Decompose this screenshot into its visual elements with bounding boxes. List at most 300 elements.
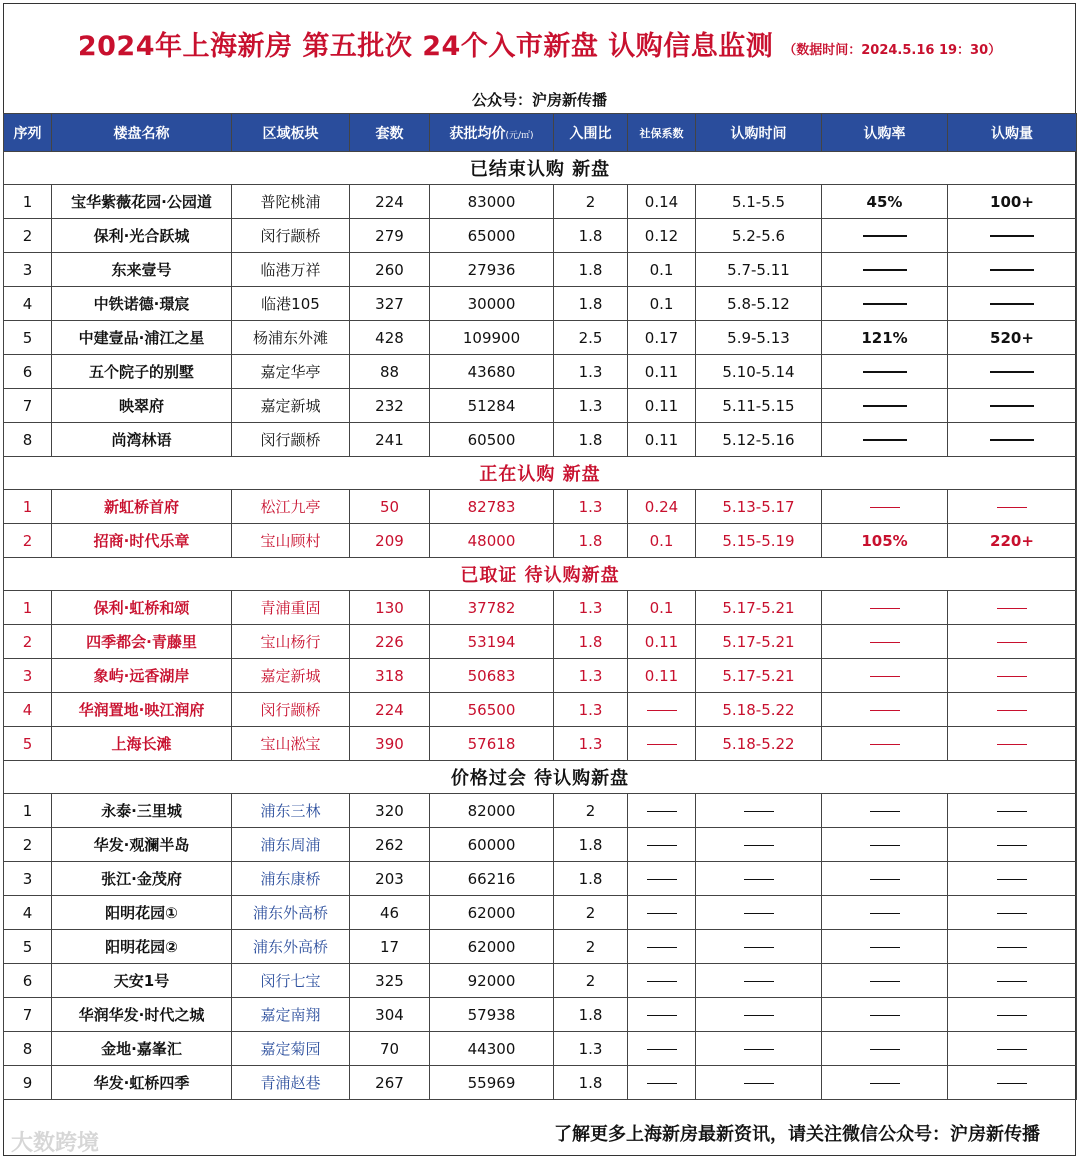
cell-no: 2 — [4, 625, 52, 659]
cell-time — [696, 930, 822, 964]
cell-qty — [948, 253, 1077, 287]
dash-mark — [997, 1015, 1027, 1016]
section-row — [4, 457, 1077, 490]
cell-coef: 0.11 — [628, 625, 696, 659]
section-title: 已结束认购 新盘 — [4, 152, 1077, 185]
cell-time — [696, 794, 822, 828]
cell-no: 5 — [4, 930, 52, 964]
cell-rate — [822, 1032, 948, 1066]
cell-time: 5.17-5.21 — [696, 591, 822, 625]
cell-area: 宝山杨行 — [232, 625, 350, 659]
cell-no: 1 — [4, 794, 52, 828]
cell-no: 3 — [4, 862, 52, 896]
table-row — [4, 219, 1077, 253]
cell-ratio: 2 — [554, 964, 628, 998]
table-row — [4, 930, 1077, 964]
table-header-row — [4, 114, 1077, 152]
dash-mark — [997, 981, 1027, 982]
dash-mark — [997, 1049, 1027, 1050]
dash-mark — [647, 811, 677, 812]
dash-mark — [870, 608, 900, 609]
cell-price: 82000 — [430, 794, 554, 828]
cell-no: 4 — [4, 896, 52, 930]
cell-qty: 220+ — [948, 524, 1077, 558]
cell-qty — [948, 964, 1077, 998]
cell-no: 8 — [4, 1032, 52, 1066]
cell-ratio: 2.5 — [554, 321, 628, 355]
cell-coef: 0.11 — [628, 355, 696, 389]
dash-mark — [870, 981, 900, 982]
dash-mark — [863, 303, 907, 305]
cell-rate — [822, 625, 948, 659]
cell-qty — [948, 862, 1077, 896]
table-row — [4, 727, 1077, 761]
table-row — [4, 1032, 1077, 1066]
cell-coef: 0.1 — [628, 287, 696, 321]
cell-rate: 121% — [822, 321, 948, 355]
cell-rate — [822, 355, 948, 389]
cell-ratio: 1.3 — [554, 490, 628, 524]
cell-rate — [822, 896, 948, 930]
cell-price: 48000 — [430, 524, 554, 558]
cell-time: 5.1-5.5 — [696, 185, 822, 219]
cell-units: 70 — [350, 1032, 430, 1066]
dash-mark — [870, 710, 900, 711]
cell-price: 62000 — [430, 896, 554, 930]
cell-units: 279 — [350, 219, 430, 253]
dash-mark — [863, 405, 907, 407]
cell-time: 5.13-5.17 — [696, 490, 822, 524]
cell-ratio: 2 — [554, 896, 628, 930]
cell-units: 88 — [350, 355, 430, 389]
cell-time: 5.12-5.16 — [696, 423, 822, 457]
dash-mark — [997, 608, 1027, 609]
cell-name: 张江·金茂府 — [52, 862, 232, 896]
cell-coef: 0.1 — [628, 591, 696, 625]
section-row — [4, 152, 1077, 185]
cell-coef — [628, 693, 696, 727]
footer — [3, 1104, 1076, 1156]
cell-time — [696, 896, 822, 930]
table-row — [4, 896, 1077, 930]
cell-name: 天安1号 — [52, 964, 232, 998]
dash-mark — [863, 269, 907, 271]
cell-time — [696, 964, 822, 998]
cell-units: 241 — [350, 423, 430, 457]
cell-name: 尚湾林语 — [52, 423, 232, 457]
cell-rate — [822, 253, 948, 287]
cell-qty — [948, 219, 1077, 253]
cell-name: 保利·光合跃城 — [52, 219, 232, 253]
col-header-name: 楼盘名称 — [52, 114, 232, 152]
cell-qty: 520+ — [948, 321, 1077, 355]
dash-mark — [647, 947, 677, 948]
cell-ratio: 1.3 — [554, 1032, 628, 1066]
cell-coef: 0.17 — [628, 321, 696, 355]
cell-no: 7 — [4, 389, 52, 423]
cell-qty — [948, 659, 1077, 693]
cell-units: 209 — [350, 524, 430, 558]
cell-rate — [822, 591, 948, 625]
section-title: 价格过会 待认购新盘 — [4, 761, 1077, 794]
dash-mark — [997, 879, 1027, 880]
dash-mark — [870, 642, 900, 643]
cell-rate — [822, 930, 948, 964]
cell-qty — [948, 998, 1077, 1032]
col-header-qty: 认购量 — [948, 114, 1077, 152]
dash-mark — [744, 913, 774, 914]
cell-name: 五个院子的别墅 — [52, 355, 232, 389]
account-line: 公众号：沪房新传播 — [471, 90, 607, 109]
section-title: 正在认购 新盘 — [4, 457, 1077, 490]
cell-no: 2 — [4, 524, 52, 558]
cell-name: 华润置地·映江润府 — [52, 693, 232, 727]
cell-time: 5.11-5.15 — [696, 389, 822, 423]
dash-mark — [990, 235, 1034, 237]
dash-mark — [863, 439, 907, 441]
table-row — [4, 591, 1077, 625]
cell-price: 56500 — [430, 693, 554, 727]
cell-price: 51284 — [430, 389, 554, 423]
cell-rate: 105% — [822, 524, 948, 558]
listing-table — [3, 113, 1077, 1100]
table-row — [4, 423, 1077, 457]
dash-mark — [870, 1083, 900, 1084]
dash-mark — [647, 1015, 677, 1016]
dash-mark — [647, 845, 677, 846]
table-row — [4, 693, 1077, 727]
table-row — [4, 998, 1077, 1032]
table-row — [4, 253, 1077, 287]
cell-price: 65000 — [430, 219, 554, 253]
dash-mark — [744, 879, 774, 880]
cell-no: 5 — [4, 727, 52, 761]
table-row — [4, 964, 1077, 998]
dash-mark — [870, 811, 900, 812]
table-row — [4, 625, 1077, 659]
cell-coef — [628, 1066, 696, 1100]
cell-ratio: 2 — [554, 794, 628, 828]
cell-time: 5.2-5.6 — [696, 219, 822, 253]
col-header-no: 序列 — [4, 114, 52, 152]
cell-units: 232 — [350, 389, 430, 423]
cell-area: 闵行颛桥 — [232, 693, 350, 727]
cell-area: 杨浦东外滩 — [232, 321, 350, 355]
cell-units: 224 — [350, 693, 430, 727]
cell-no: 9 — [4, 1066, 52, 1100]
dash-mark — [870, 507, 900, 508]
cell-name: 保利·虹桥和颂 — [52, 591, 232, 625]
cell-area: 闵行颛桥 — [232, 423, 350, 457]
cell-area: 浦东外高桥 — [232, 896, 350, 930]
cell-units: 260 — [350, 253, 430, 287]
cell-qty — [948, 727, 1077, 761]
cell-ratio: 1.8 — [554, 287, 628, 321]
cell-coef — [628, 794, 696, 828]
dash-mark — [647, 710, 677, 711]
cell-area: 浦东周浦 — [232, 828, 350, 862]
cell-units: 226 — [350, 625, 430, 659]
cell-ratio: 1.3 — [554, 693, 628, 727]
cell-area: 宝山顾村 — [232, 524, 350, 558]
cell-area: 浦东外高桥 — [232, 930, 350, 964]
dash-mark — [997, 811, 1027, 812]
cell-area: 普陀桃浦 — [232, 185, 350, 219]
title-main: 2024年上海新房 第五批次 24个入市新盘 认购信息监测 — [77, 30, 774, 62]
cell-rate — [822, 490, 948, 524]
cell-coef: 0.11 — [628, 389, 696, 423]
cell-area: 嘉定南翔 — [232, 998, 350, 1032]
cell-qty — [948, 693, 1077, 727]
cell-no: 7 — [4, 998, 52, 1032]
cell-units: 327 — [350, 287, 430, 321]
cell-ratio: 2 — [554, 185, 628, 219]
cell-name: 阳明花园② — [52, 930, 232, 964]
table-row — [4, 659, 1077, 693]
price-unit: (元/㎡) — [505, 130, 534, 141]
cell-time — [696, 1032, 822, 1066]
cell-qty — [948, 423, 1077, 457]
dash-mark — [870, 744, 900, 745]
table-row — [4, 490, 1077, 524]
table-row — [4, 287, 1077, 321]
cell-rate — [822, 828, 948, 862]
cell-price: 60500 — [430, 423, 554, 457]
cell-ratio: 1.3 — [554, 355, 628, 389]
cell-area: 宝山淞宝 — [232, 727, 350, 761]
cell-name: 新虹桥首府 — [52, 490, 232, 524]
dash-mark — [997, 642, 1027, 643]
cell-coef — [628, 964, 696, 998]
cell-area: 浦东康桥 — [232, 862, 350, 896]
cell-rate — [822, 423, 948, 457]
dash-mark — [863, 371, 907, 373]
cell-no: 5 — [4, 321, 52, 355]
cell-name: 华发·虹桥四季 — [52, 1066, 232, 1100]
col-header-coef: 社保系数 — [628, 114, 696, 152]
cell-coef: 0.14 — [628, 185, 696, 219]
cell-units: 130 — [350, 591, 430, 625]
cell-units: 318 — [350, 659, 430, 693]
cell-ratio: 1.8 — [554, 524, 628, 558]
cell-area: 嘉定新城 — [232, 659, 350, 693]
dash-mark — [997, 1083, 1027, 1084]
table-row — [4, 1066, 1077, 1100]
cell-coef — [628, 727, 696, 761]
cell-name: 上海长滩 — [52, 727, 232, 761]
cell-coef: 0.11 — [628, 659, 696, 693]
dash-mark — [997, 676, 1027, 677]
cell-time — [696, 1066, 822, 1100]
cell-name: 永泰·三里城 — [52, 794, 232, 828]
cell-name: 中建壹品·浦江之星 — [52, 321, 232, 355]
col-header-price — [430, 114, 554, 152]
cell-price: 62000 — [430, 930, 554, 964]
dash-mark — [997, 507, 1027, 508]
dash-mark — [744, 845, 774, 846]
cell-rate — [822, 693, 948, 727]
cell-price: 109900 — [430, 321, 554, 355]
cell-qty — [948, 930, 1077, 964]
cell-qty — [948, 896, 1077, 930]
cell-no: 1 — [4, 185, 52, 219]
cell-area: 嘉定华亭 — [232, 355, 350, 389]
footer-note: 了解更多上海新房最新资讯，请关注微信公众号：沪房新传播 — [554, 1124, 1040, 1145]
section-row — [4, 558, 1077, 591]
cell-ratio: 1.8 — [554, 1066, 628, 1100]
cell-no: 4 — [4, 287, 52, 321]
dash-mark — [870, 1015, 900, 1016]
cell-qty: 100+ — [948, 185, 1077, 219]
cell-no: 6 — [4, 355, 52, 389]
cell-rate — [822, 998, 948, 1032]
cell-price: 37782 — [430, 591, 554, 625]
cell-coef — [628, 828, 696, 862]
cell-ratio: 1.8 — [554, 998, 628, 1032]
cell-price: 82783 — [430, 490, 554, 524]
cell-time: 5.17-5.21 — [696, 659, 822, 693]
dash-mark — [870, 879, 900, 880]
cell-qty — [948, 1066, 1077, 1100]
cell-qty — [948, 287, 1077, 321]
cell-coef: 0.1 — [628, 253, 696, 287]
cell-ratio: 1.8 — [554, 625, 628, 659]
col-header-rate: 认购率 — [822, 114, 948, 152]
table-row — [4, 794, 1077, 828]
cell-price: 66216 — [430, 862, 554, 896]
cell-ratio: 1.8 — [554, 219, 628, 253]
cell-price: 44300 — [430, 1032, 554, 1066]
cell-time: 5.9-5.13 — [696, 321, 822, 355]
dash-mark — [870, 947, 900, 948]
cell-units: 304 — [350, 998, 430, 1032]
table-row — [4, 828, 1077, 862]
cell-no: 8 — [4, 423, 52, 457]
cell-ratio: 1.8 — [554, 828, 628, 862]
cell-time: 5.7-5.11 — [696, 253, 822, 287]
cell-area: 青浦赵巷 — [232, 1066, 350, 1100]
cell-area: 嘉定新城 — [232, 389, 350, 423]
cell-coef: 0.1 — [628, 524, 696, 558]
cell-area: 闵行颛桥 — [232, 219, 350, 253]
cell-time: 5.17-5.21 — [696, 625, 822, 659]
cell-qty — [948, 355, 1077, 389]
col-header-area: 区域板块 — [232, 114, 350, 152]
cell-qty — [948, 1032, 1077, 1066]
cell-rate: 45% — [822, 185, 948, 219]
dash-mark — [870, 845, 900, 846]
cell-ratio: 1.3 — [554, 727, 628, 761]
cell-name: 象屿·远香湖岸 — [52, 659, 232, 693]
cell-units: 390 — [350, 727, 430, 761]
cell-units: 50 — [350, 490, 430, 524]
cell-price: 55969 — [430, 1066, 554, 1100]
cell-name: 金地·嘉峯汇 — [52, 1032, 232, 1066]
cell-price: 92000 — [430, 964, 554, 998]
col-header-ratio: 入围比 — [554, 114, 628, 152]
dash-mark — [997, 710, 1027, 711]
cell-area: 临港万祥 — [232, 253, 350, 287]
cell-time: 5.10-5.14 — [696, 355, 822, 389]
cell-price: 57938 — [430, 998, 554, 1032]
dash-mark — [647, 744, 677, 745]
cell-qty — [948, 828, 1077, 862]
cell-ratio: 1.3 — [554, 659, 628, 693]
cell-rate — [822, 862, 948, 896]
cell-units: 224 — [350, 185, 430, 219]
cell-price: 43680 — [430, 355, 554, 389]
title-data-time: （数据时间：2024.5.16 19：30） — [783, 42, 1002, 58]
dash-mark — [870, 913, 900, 914]
table-row — [4, 185, 1077, 219]
dash-mark — [744, 811, 774, 812]
dash-mark — [997, 744, 1027, 745]
dash-mark — [997, 913, 1027, 914]
dash-mark — [647, 1083, 677, 1084]
cell-rate — [822, 727, 948, 761]
cell-no: 2 — [4, 828, 52, 862]
dash-mark — [863, 235, 907, 237]
table-row — [4, 389, 1077, 423]
cell-area: 临港105 — [232, 287, 350, 321]
cell-ratio: 1.8 — [554, 253, 628, 287]
cell-rate — [822, 794, 948, 828]
cell-price: 50683 — [430, 659, 554, 693]
table-row — [4, 524, 1077, 558]
dash-mark — [990, 439, 1034, 441]
cell-time: 5.18-5.22 — [696, 727, 822, 761]
cell-ratio: 1.3 — [554, 591, 628, 625]
cell-time — [696, 862, 822, 896]
cell-rate — [822, 1066, 948, 1100]
cell-no: 3 — [4, 659, 52, 693]
cell-rate — [822, 389, 948, 423]
cell-no: 2 — [4, 219, 52, 253]
cell-name: 东来壹号 — [52, 253, 232, 287]
cell-name: 宝华紫薇花园·公园道 — [52, 185, 232, 219]
dash-mark — [997, 947, 1027, 948]
section-row — [4, 761, 1077, 794]
page-title — [3, 3, 1076, 83]
cell-price: 60000 — [430, 828, 554, 862]
cell-rate — [822, 219, 948, 253]
dash-mark — [647, 981, 677, 982]
cell-coef: 0.12 — [628, 219, 696, 253]
cell-name: 招商·时代乐章 — [52, 524, 232, 558]
cell-coef — [628, 930, 696, 964]
price-label: 获批均价 — [449, 125, 506, 142]
watermark: 大数跨境 — [11, 1131, 100, 1156]
table-row — [4, 321, 1077, 355]
cell-name: 华发·观澜半岛 — [52, 828, 232, 862]
dash-mark — [647, 1049, 677, 1050]
cell-no: 3 — [4, 253, 52, 287]
cell-coef — [628, 1032, 696, 1066]
cell-qty — [948, 389, 1077, 423]
cell-ratio: 1.8 — [554, 862, 628, 896]
section-title: 已取证 待认购新盘 — [4, 558, 1077, 591]
cell-rate — [822, 287, 948, 321]
cell-units: 267 — [350, 1066, 430, 1100]
cell-units: 203 — [350, 862, 430, 896]
cell-no: 1 — [4, 591, 52, 625]
table-row — [4, 862, 1077, 896]
cell-time: 5.8-5.12 — [696, 287, 822, 321]
dash-mark — [990, 303, 1034, 305]
col-header-units: 套数 — [350, 114, 430, 152]
cell-area: 松江九亭 — [232, 490, 350, 524]
dash-mark — [744, 947, 774, 948]
